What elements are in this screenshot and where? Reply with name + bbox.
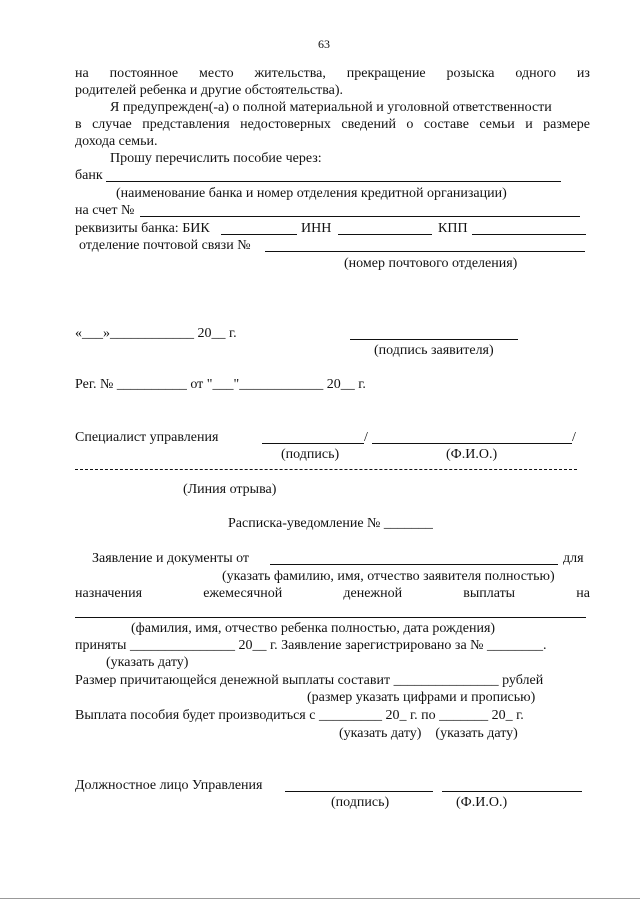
specialist-name-hint: (Ф.И.О.) bbox=[446, 447, 498, 462]
post-label: отделение почтовой связи № bbox=[79, 238, 251, 253]
specialist-signature-field[interactable] bbox=[262, 443, 364, 444]
official-signature-field[interactable] bbox=[285, 791, 433, 792]
bank-label: банк bbox=[75, 168, 103, 183]
child-name-field[interactable] bbox=[75, 617, 586, 618]
para1-word: розыска bbox=[446, 66, 495, 81]
applicant-signature-hint: (подпись заявителя) bbox=[374, 343, 494, 358]
official-sign-hint: (подпись) bbox=[331, 795, 390, 810]
para1-line2: родителей ребенка и другие обстоятельства). bbox=[75, 83, 344, 98]
purpose-word: ежемесячной bbox=[203, 586, 283, 601]
specialist-slash: / bbox=[364, 430, 368, 445]
child-hint: (фамилия, имя, отчество ребенка полностью, дата рождения) bbox=[131, 621, 496, 636]
requisites-label: реквизиты банка: БИК bbox=[75, 221, 210, 236]
bik-field[interactable] bbox=[221, 234, 297, 235]
para1-line1 bbox=[75, 66, 590, 82]
specialist-label: Специалист управления bbox=[75, 430, 219, 445]
cut-line-label: (Линия отрыва) bbox=[183, 482, 277, 497]
page-number: 63 bbox=[318, 37, 330, 51]
para1-word: на bbox=[75, 66, 89, 81]
purpose-word: выплаты bbox=[463, 586, 516, 601]
specialist-slash-end: / bbox=[572, 430, 576, 445]
account-label: на счет № bbox=[75, 203, 135, 218]
specialist-name-field[interactable] bbox=[372, 443, 572, 444]
amount-line: Размер причитающейся денежной выплаты составит _______________ рублей bbox=[75, 673, 544, 688]
inn-label: ИНН bbox=[301, 221, 332, 236]
page-bottom-edge bbox=[0, 898, 640, 899]
payment-line: Выплата пособия будет производиться с _________ 20_ г. по _______ 20_ г. bbox=[75, 708, 524, 723]
inn-field[interactable] bbox=[338, 234, 432, 235]
payment-hint: (указать дату) (указать дату) bbox=[339, 726, 518, 741]
accepted-date-hint: (указать дату) bbox=[106, 655, 189, 670]
receipt-purpose-line bbox=[75, 586, 590, 602]
receipt-from-label: Заявление и документы от bbox=[92, 551, 250, 566]
para1-word: место bbox=[199, 66, 234, 81]
purpose-word: на bbox=[576, 586, 590, 601]
official-name-field[interactable] bbox=[442, 791, 582, 792]
official-name-hint: (Ф.И.О.) bbox=[456, 795, 508, 810]
warning-line3: дохода семьи. bbox=[75, 134, 158, 149]
kpp-label: КПП bbox=[438, 221, 468, 236]
receipt-from-hint: (указать фамилию, имя, отчество заявителя полностью) bbox=[222, 569, 555, 584]
bank-field[interactable] bbox=[106, 181, 561, 182]
applicant-signature-field[interactable] bbox=[350, 339, 518, 340]
para1-word: постоянное bbox=[109, 66, 179, 81]
transfer-intro: Прошу перечислить пособие через: bbox=[110, 151, 322, 166]
para1-word: жительства, bbox=[254, 66, 326, 81]
specialist-sign-hint: (подпись) bbox=[281, 447, 340, 462]
receipt-title: Расписка-уведомление № _______ bbox=[228, 516, 433, 531]
receipt-from-suffix: для bbox=[563, 551, 584, 566]
post-field[interactable] bbox=[265, 251, 585, 252]
accepted-line: приняты _______________ 20__ г. Заявление зарегистрировано за № ________. bbox=[75, 638, 547, 653]
para1-word: одного bbox=[515, 66, 557, 81]
purpose-word: назначения bbox=[75, 586, 143, 601]
applicant-name-field[interactable] bbox=[270, 564, 558, 565]
official-label: Должностное лицо Управления bbox=[75, 778, 263, 793]
para1-word: из bbox=[576, 66, 590, 81]
application-date: «___»____________ 20__ г. bbox=[75, 326, 237, 341]
post-hint: (номер почтового отделения) bbox=[344, 256, 518, 271]
account-field[interactable] bbox=[140, 216, 580, 217]
kpp-field[interactable] bbox=[472, 234, 586, 235]
registration-line: Рег. № __________ от "___"____________ 20__ г. bbox=[75, 377, 366, 392]
warning-line2: в случае представления недостоверных сведений о составе семьи и размере bbox=[75, 117, 590, 132]
cut-line bbox=[75, 469, 577, 470]
purpose-word: денежной bbox=[343, 586, 403, 601]
bank-hint: (наименование банка и номер отделения кредитной организации) bbox=[116, 186, 507, 201]
para1-word: прекращение bbox=[346, 66, 426, 81]
amount-hint: (размер указать цифрами и прописью) bbox=[307, 690, 536, 705]
warning-line1: Я предупрежден(-а) о полной материальной и уголовной ответственности bbox=[110, 100, 552, 115]
